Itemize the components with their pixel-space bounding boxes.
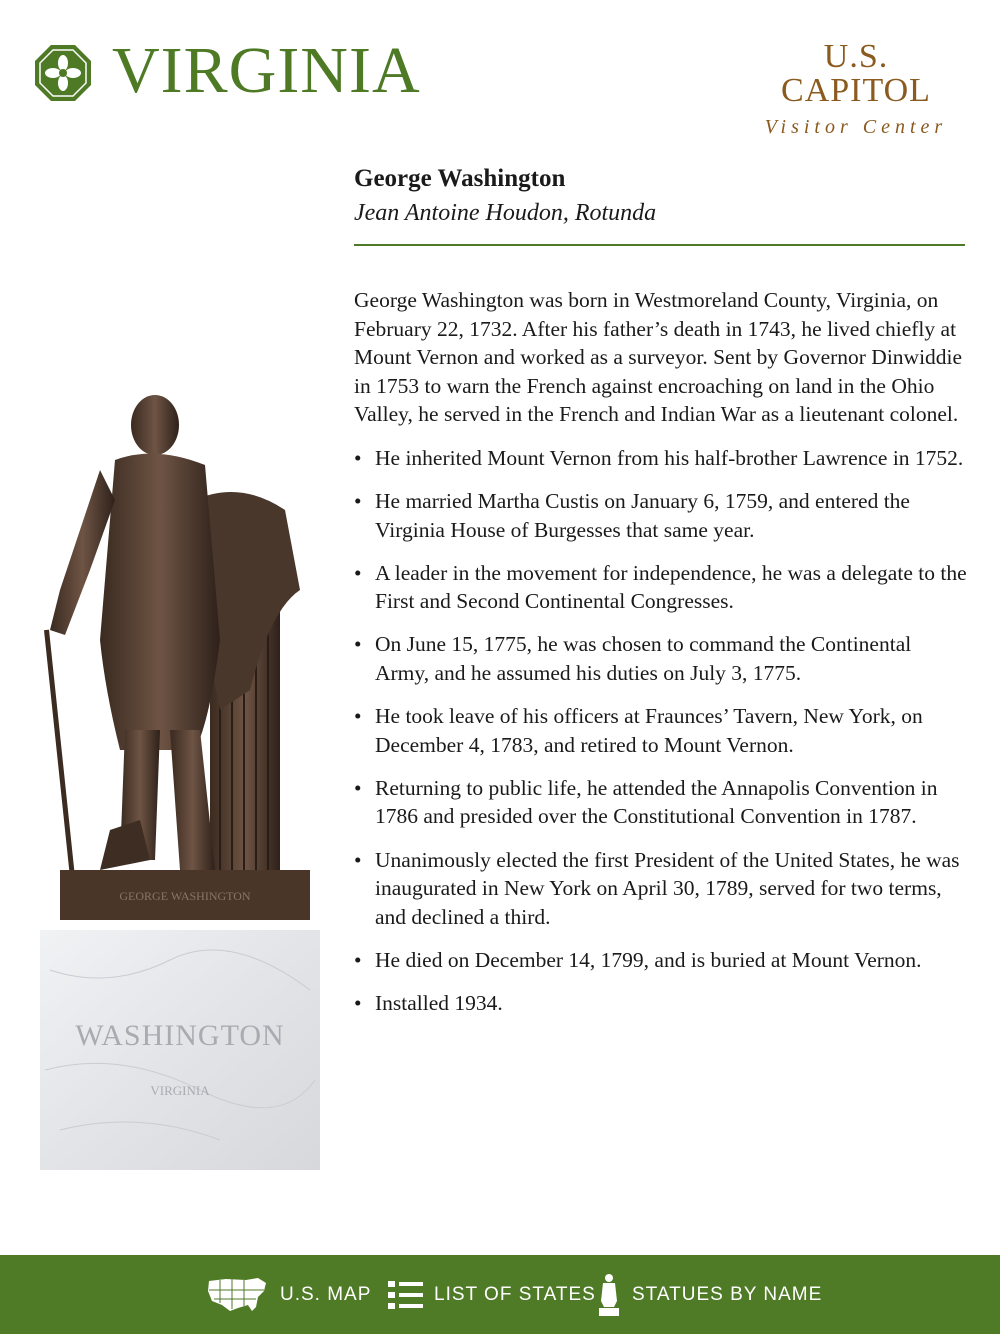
bio-fact: • Unanimously elected the first President of the United States, he was inaugurated in New York on April 30, 1789, served for two terms, and declined a third.: [354, 846, 969, 932]
bio-fact: • On June 15, 1775, he was chosen to command the Continental Army, and he assumed his duties on July 3, 1775.: [354, 630, 969, 687]
bio-intro: George Washington was born in Westmoreland County, Virginia, on February 22, 1732. After his father’s death in 1743, he lived chiefly at Mount Vernon and worked as a surveyor. Sent by Governor Dinwiddie in 1753 to warn the French against encroaching on land in the Ohio Valley, he served in the French and Indian War as a lieutenant colonel.: [354, 288, 963, 427]
state-name: VIRGINIA: [112, 34, 421, 107]
state-seal-icon: [34, 44, 92, 102]
nav-statues-by-name-label: STATUES BY NAME: [632, 1283, 823, 1305]
bio-fact: • A leader in the movement for independence, he was a delegate to the First and Second Continental Congresses.: [354, 559, 969, 616]
nav-us-map[interactable]: [206, 1255, 371, 1334]
bio-facts-list: [354, 444, 969, 1018]
bio-fact: • Installed 1934.: [354, 989, 969, 1018]
statue-artist-location: Jean Antoine Houdon, Rotunda: [354, 200, 657, 226]
bottom-nav-bar: [0, 1255, 1000, 1334]
bio-fact: • He took leave of his officers at Fraunces’ Tavern, New York, on December 4, 1783, and retired to Mount Vernon.: [354, 702, 969, 759]
pedestal-name: WASHINGTON: [75, 1019, 285, 1052]
bio-fact: • Returning to public life, he attended the Annapolis Convention in 1786 and presided over the Constitutional Convention in 1787.: [354, 774, 969, 831]
bio-fact: • He married Martha Custis on January 6, 1759, and entered the Virginia House of Burgesses that same year.: [354, 487, 969, 544]
nav-list-of-states-label: LIST OF STATES: [434, 1283, 596, 1305]
logo-subtitle: Visitor Center: [764, 116, 948, 138]
statue-icon: [596, 1273, 622, 1317]
nav-us-map-label: U.S. MAP: [280, 1283, 372, 1305]
nav-statues-by-name[interactable]: [596, 1255, 822, 1334]
base-inscription: GEORGE WASHINGTON: [119, 889, 251, 903]
title-divider: [354, 244, 965, 246]
us-map-icon: [206, 1275, 270, 1315]
nav-list-of-states[interactable]: [388, 1255, 596, 1334]
statue-image: [20, 390, 340, 1170]
logo-title: U.S. CAPITOL: [781, 38, 931, 109]
bio-fact: • He died on December 14, 1799, and is buried at Mount Vernon.: [354, 946, 969, 975]
pedestal-state: VIRGINIA: [150, 1083, 210, 1098]
capitol-visitor-center-logo: [746, 40, 966, 139]
statue-title: George Washington: [354, 165, 566, 192]
list-icon: [388, 1280, 424, 1310]
bio-fact: • He inherited Mount Vernon from his half-brother Lawrence in 1752.: [354, 444, 969, 473]
statue-biography: [354, 286, 969, 1032]
